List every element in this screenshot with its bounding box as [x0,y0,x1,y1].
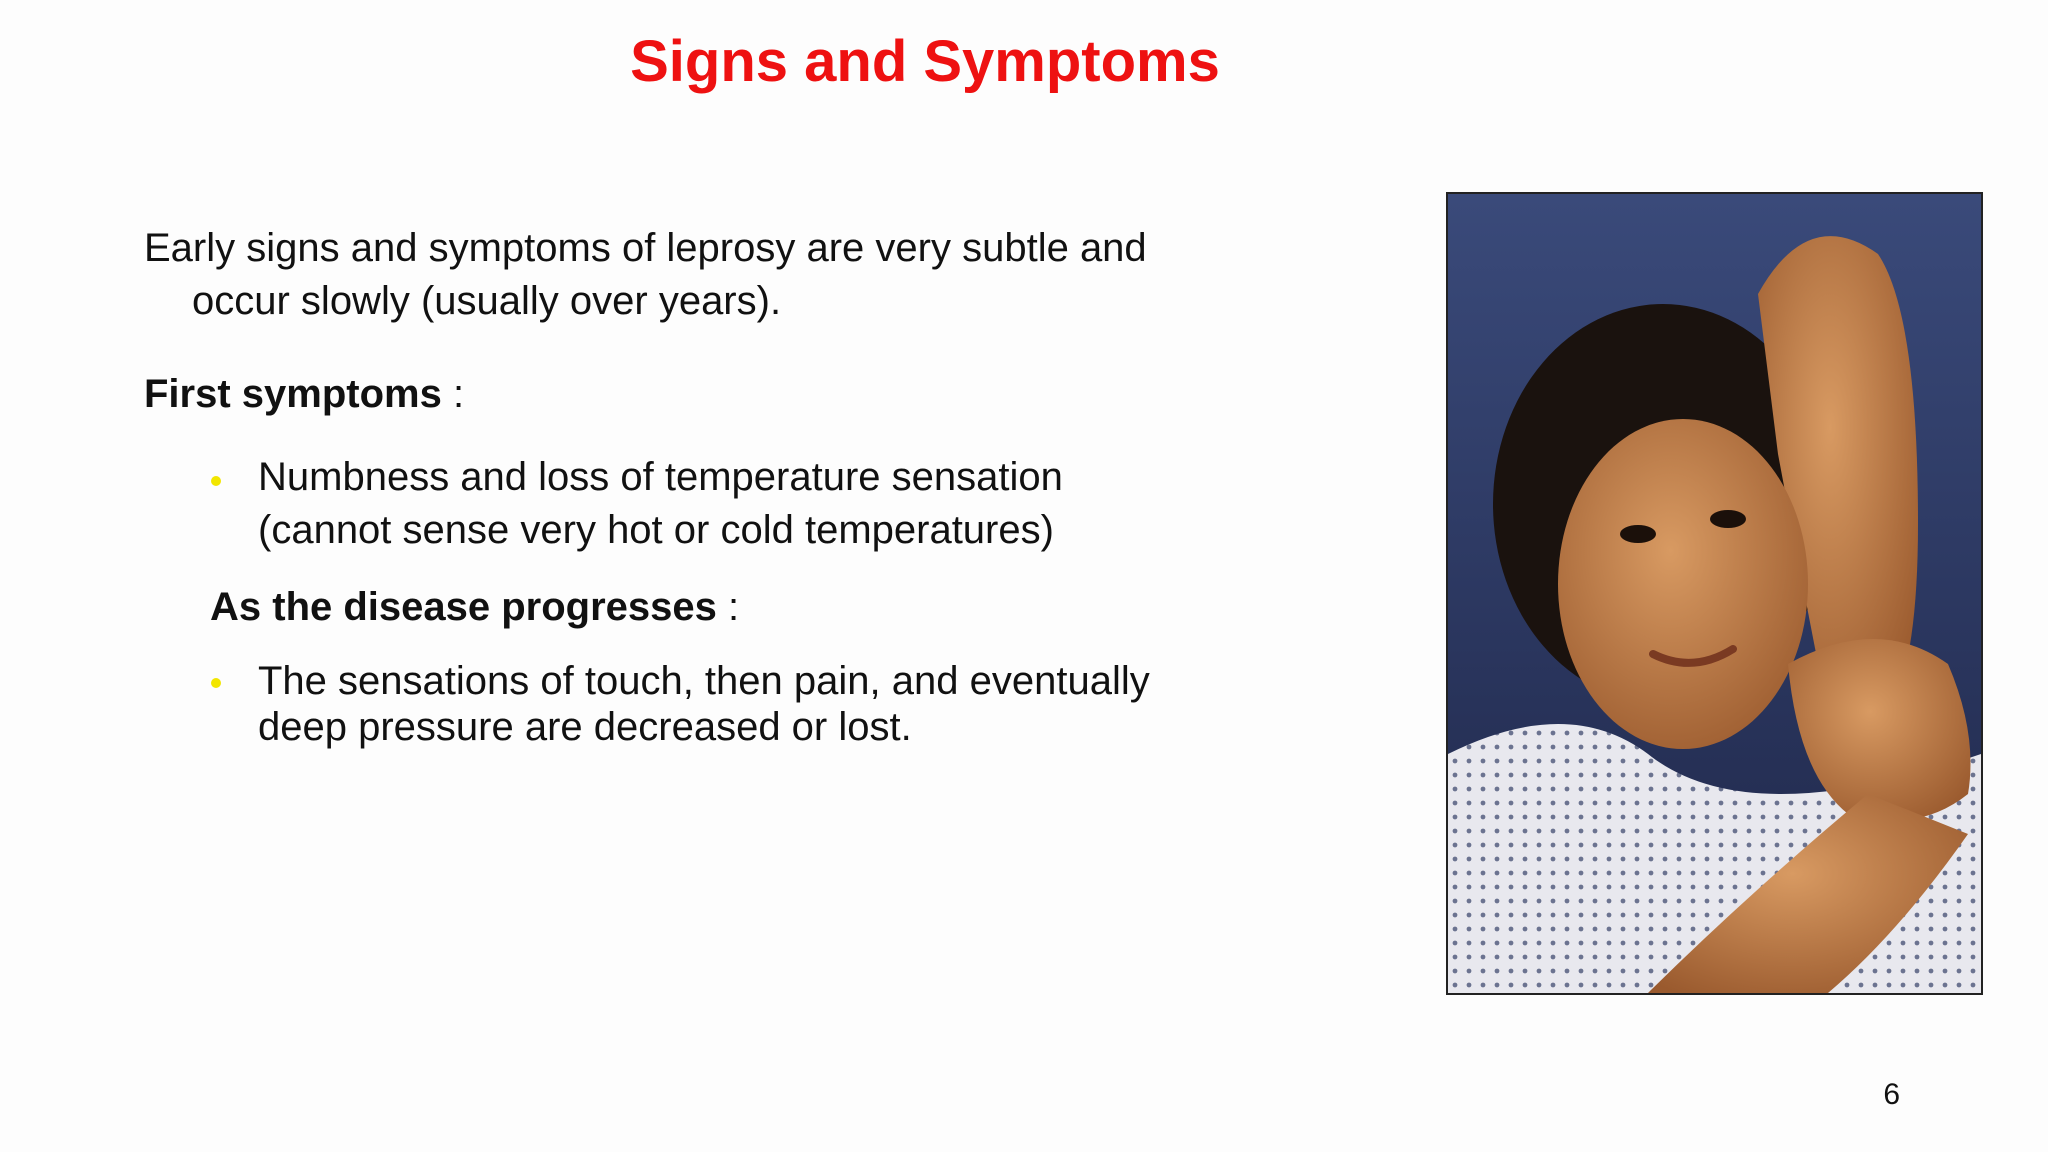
slide-body [144,222,1194,750]
first-symptoms-heading [144,368,1194,421]
bullet-item [144,658,1194,750]
patient-photo-illustration [1448,194,1981,993]
page-number: 6 [1883,1078,1900,1111]
progression-heading-label: As the disease progresses [210,585,717,629]
first-symptoms-bullet-text: Numbness and loss of temperature sensation (cannot sense very hot or cold temperatures) [258,455,1063,552]
bullet-dot-icon [211,678,221,688]
patient-photo [1446,192,1983,995]
first-symptoms-heading-label: First symptoms [144,372,442,416]
first-symptoms-heading-suffix: : [441,372,465,416]
intro-paragraph: Early signs and symptoms of leprosy are very subtle and occur slowly (usually over years). [144,226,1147,323]
bullet-dot-icon [211,476,221,486]
slide-title: Signs and Symptoms [630,29,1220,94]
progression-bullet-text: The sensations of touch, then pain, and eventually deep pressure are decreased or lost. [258,659,1150,749]
bullet-item [144,451,1194,557]
progression-heading [144,581,1194,634]
progression-heading-suffix: : [716,585,740,629]
